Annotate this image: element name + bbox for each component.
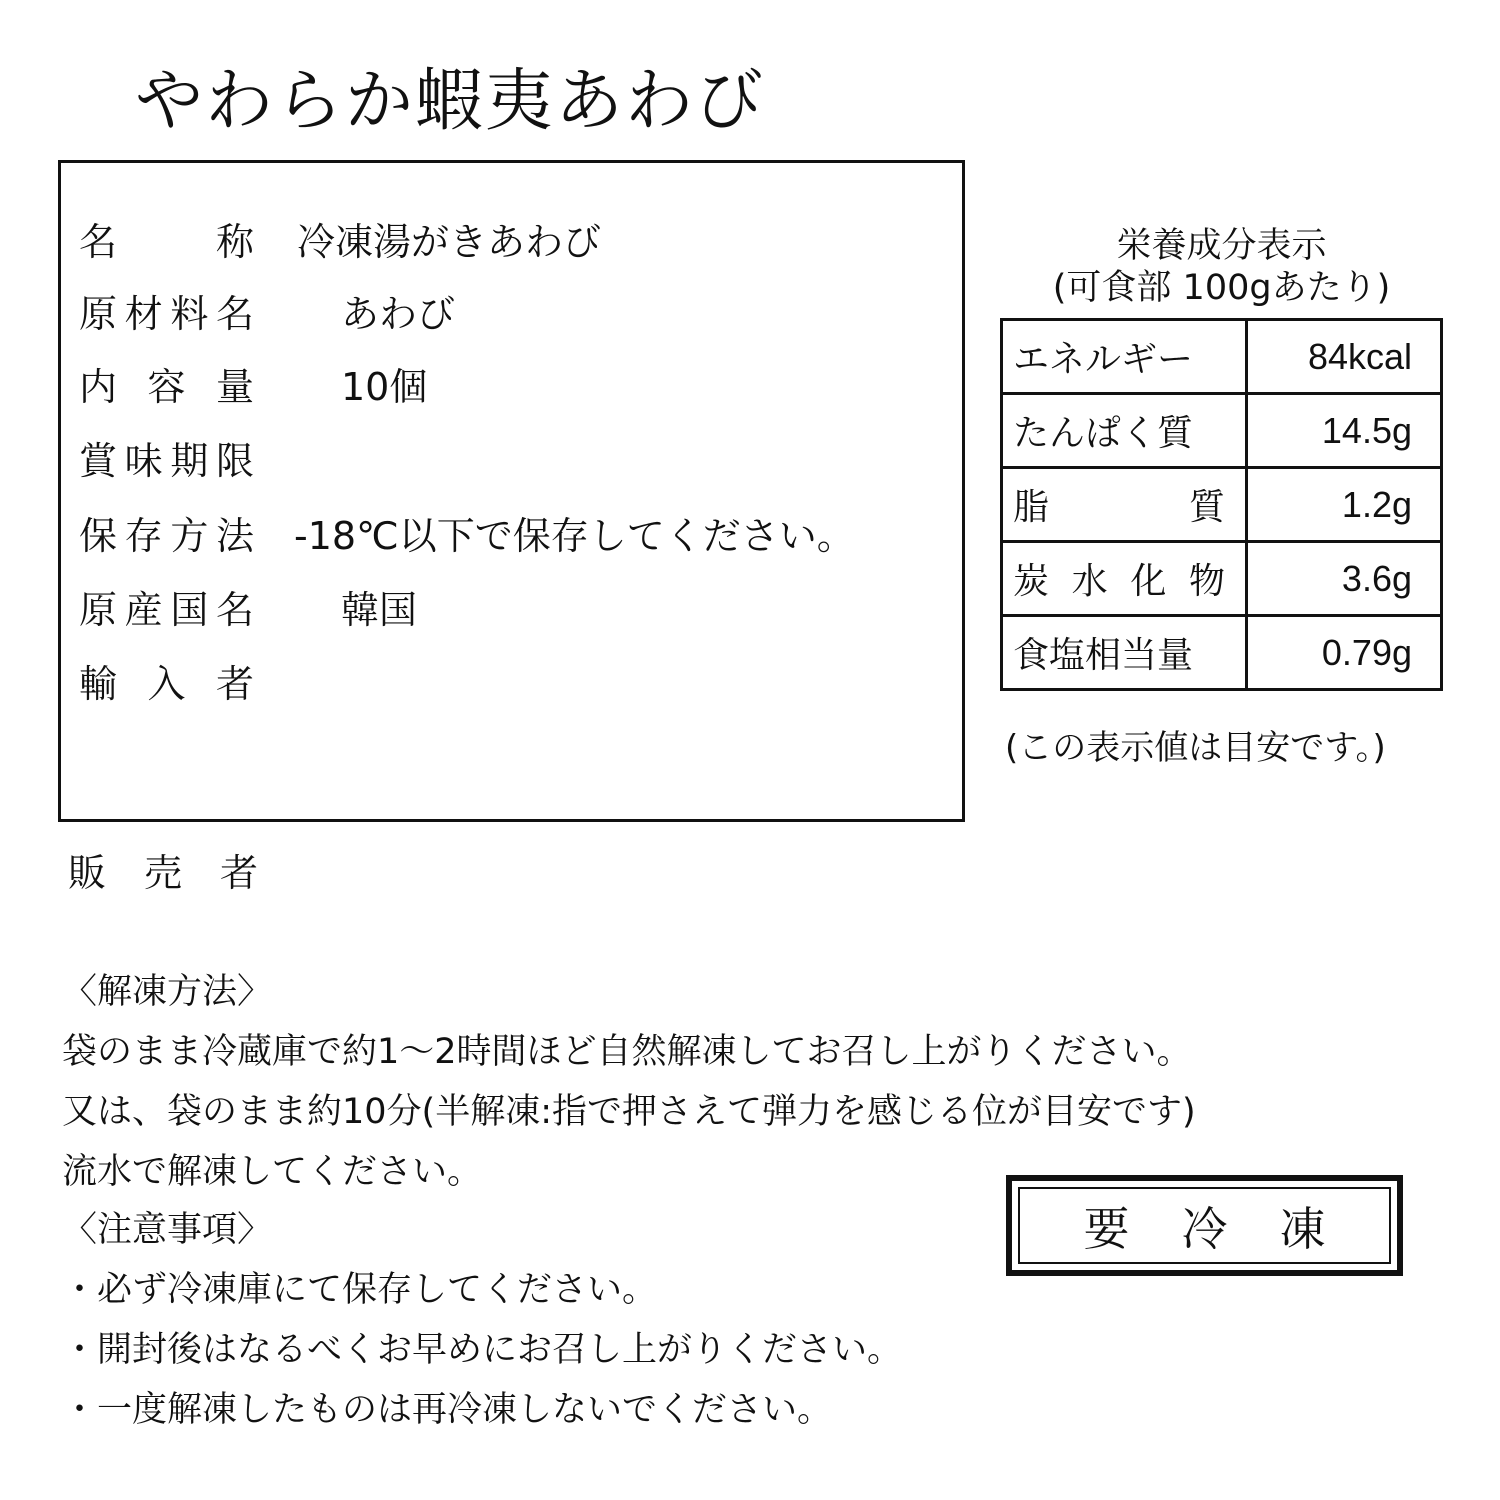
thaw-line: 又は、袋のまま約10分(半解凍:指で押さえて弾力を感じる位が目安です) [62, 1092, 1196, 1132]
nutrient-value: 3.6g [1247, 542, 1442, 616]
label-key: 原 材 料 名 [79, 292, 254, 336]
nutrition-title: 栄養成分表示 [1116, 226, 1327, 266]
label-key: 名 称 [79, 220, 254, 264]
label-key: 賞 味 期 限 [79, 439, 254, 483]
nutrition-table [1000, 318, 1443, 691]
caution-item: ・開封後はなるべくお早めにお召し上がりください。 [62, 1330, 903, 1370]
nutrient-value: 1.2g [1247, 468, 1442, 542]
product-title: やわらか蝦夷あわび [135, 62, 766, 141]
table-row [1002, 320, 1442, 394]
nutrient-name: エネルギー [1002, 320, 1247, 394]
keep-frozen-badge [1006, 1175, 1403, 1276]
table-row [1002, 394, 1442, 468]
nutrient-value: 84kcal [1247, 320, 1442, 394]
product-label-box [58, 160, 965, 822]
nutrient-value: 14.5g [1247, 394, 1442, 468]
seller-label: 販 売 者 [68, 851, 259, 895]
label-value: -18℃以下で保存してください。 [294, 514, 855, 558]
thaw-line: 流水で解凍してください。 [62, 1152, 483, 1192]
nutrient-name: 炭 水 化 物 [1002, 542, 1247, 616]
nutrient-name: たんぱく質 [1002, 394, 1247, 468]
table-row [1002, 616, 1442, 690]
table-row [1002, 468, 1442, 542]
label-value: あわび [341, 292, 456, 336]
caution-item: ・一度解凍したものは再冷凍しないでください。 [62, 1390, 833, 1430]
label-key: 保 存 方 法 [79, 514, 254, 558]
nutrient-value: 0.79g [1247, 616, 1442, 690]
label-value: 韓国 [341, 588, 418, 632]
caution-heading: 〈注意事項〉 [62, 1210, 273, 1250]
label-key: 輸 入 者 [79, 662, 254, 706]
caution-item: ・必ず冷凍庫にて保存してください。 [62, 1270, 658, 1310]
nutrition-note: (この表示値は目安です。) [1005, 728, 1386, 768]
thaw-line: 袋のまま冷蔵庫で約1〜2時間ほど自然解凍してお召し上がりください。 [62, 1032, 1192, 1072]
keep-frozen-text: 要冷凍 [1018, 1187, 1391, 1264]
thaw-heading: 〈解凍方法〉 [62, 972, 273, 1012]
label-value: 10個 [341, 365, 428, 409]
nutrition-subtitle: (可食部 100gあたり) [1052, 268, 1391, 308]
label-key: 内 容 量 [79, 365, 254, 409]
table-row [1002, 542, 1442, 616]
label-value: 冷凍湯がきあわび [297, 220, 602, 264]
label-key: 原 産 国 名 [79, 588, 254, 632]
nutrient-name: 食塩相当量 [1002, 616, 1247, 690]
nutrient-name: 脂 質 [1002, 468, 1247, 542]
